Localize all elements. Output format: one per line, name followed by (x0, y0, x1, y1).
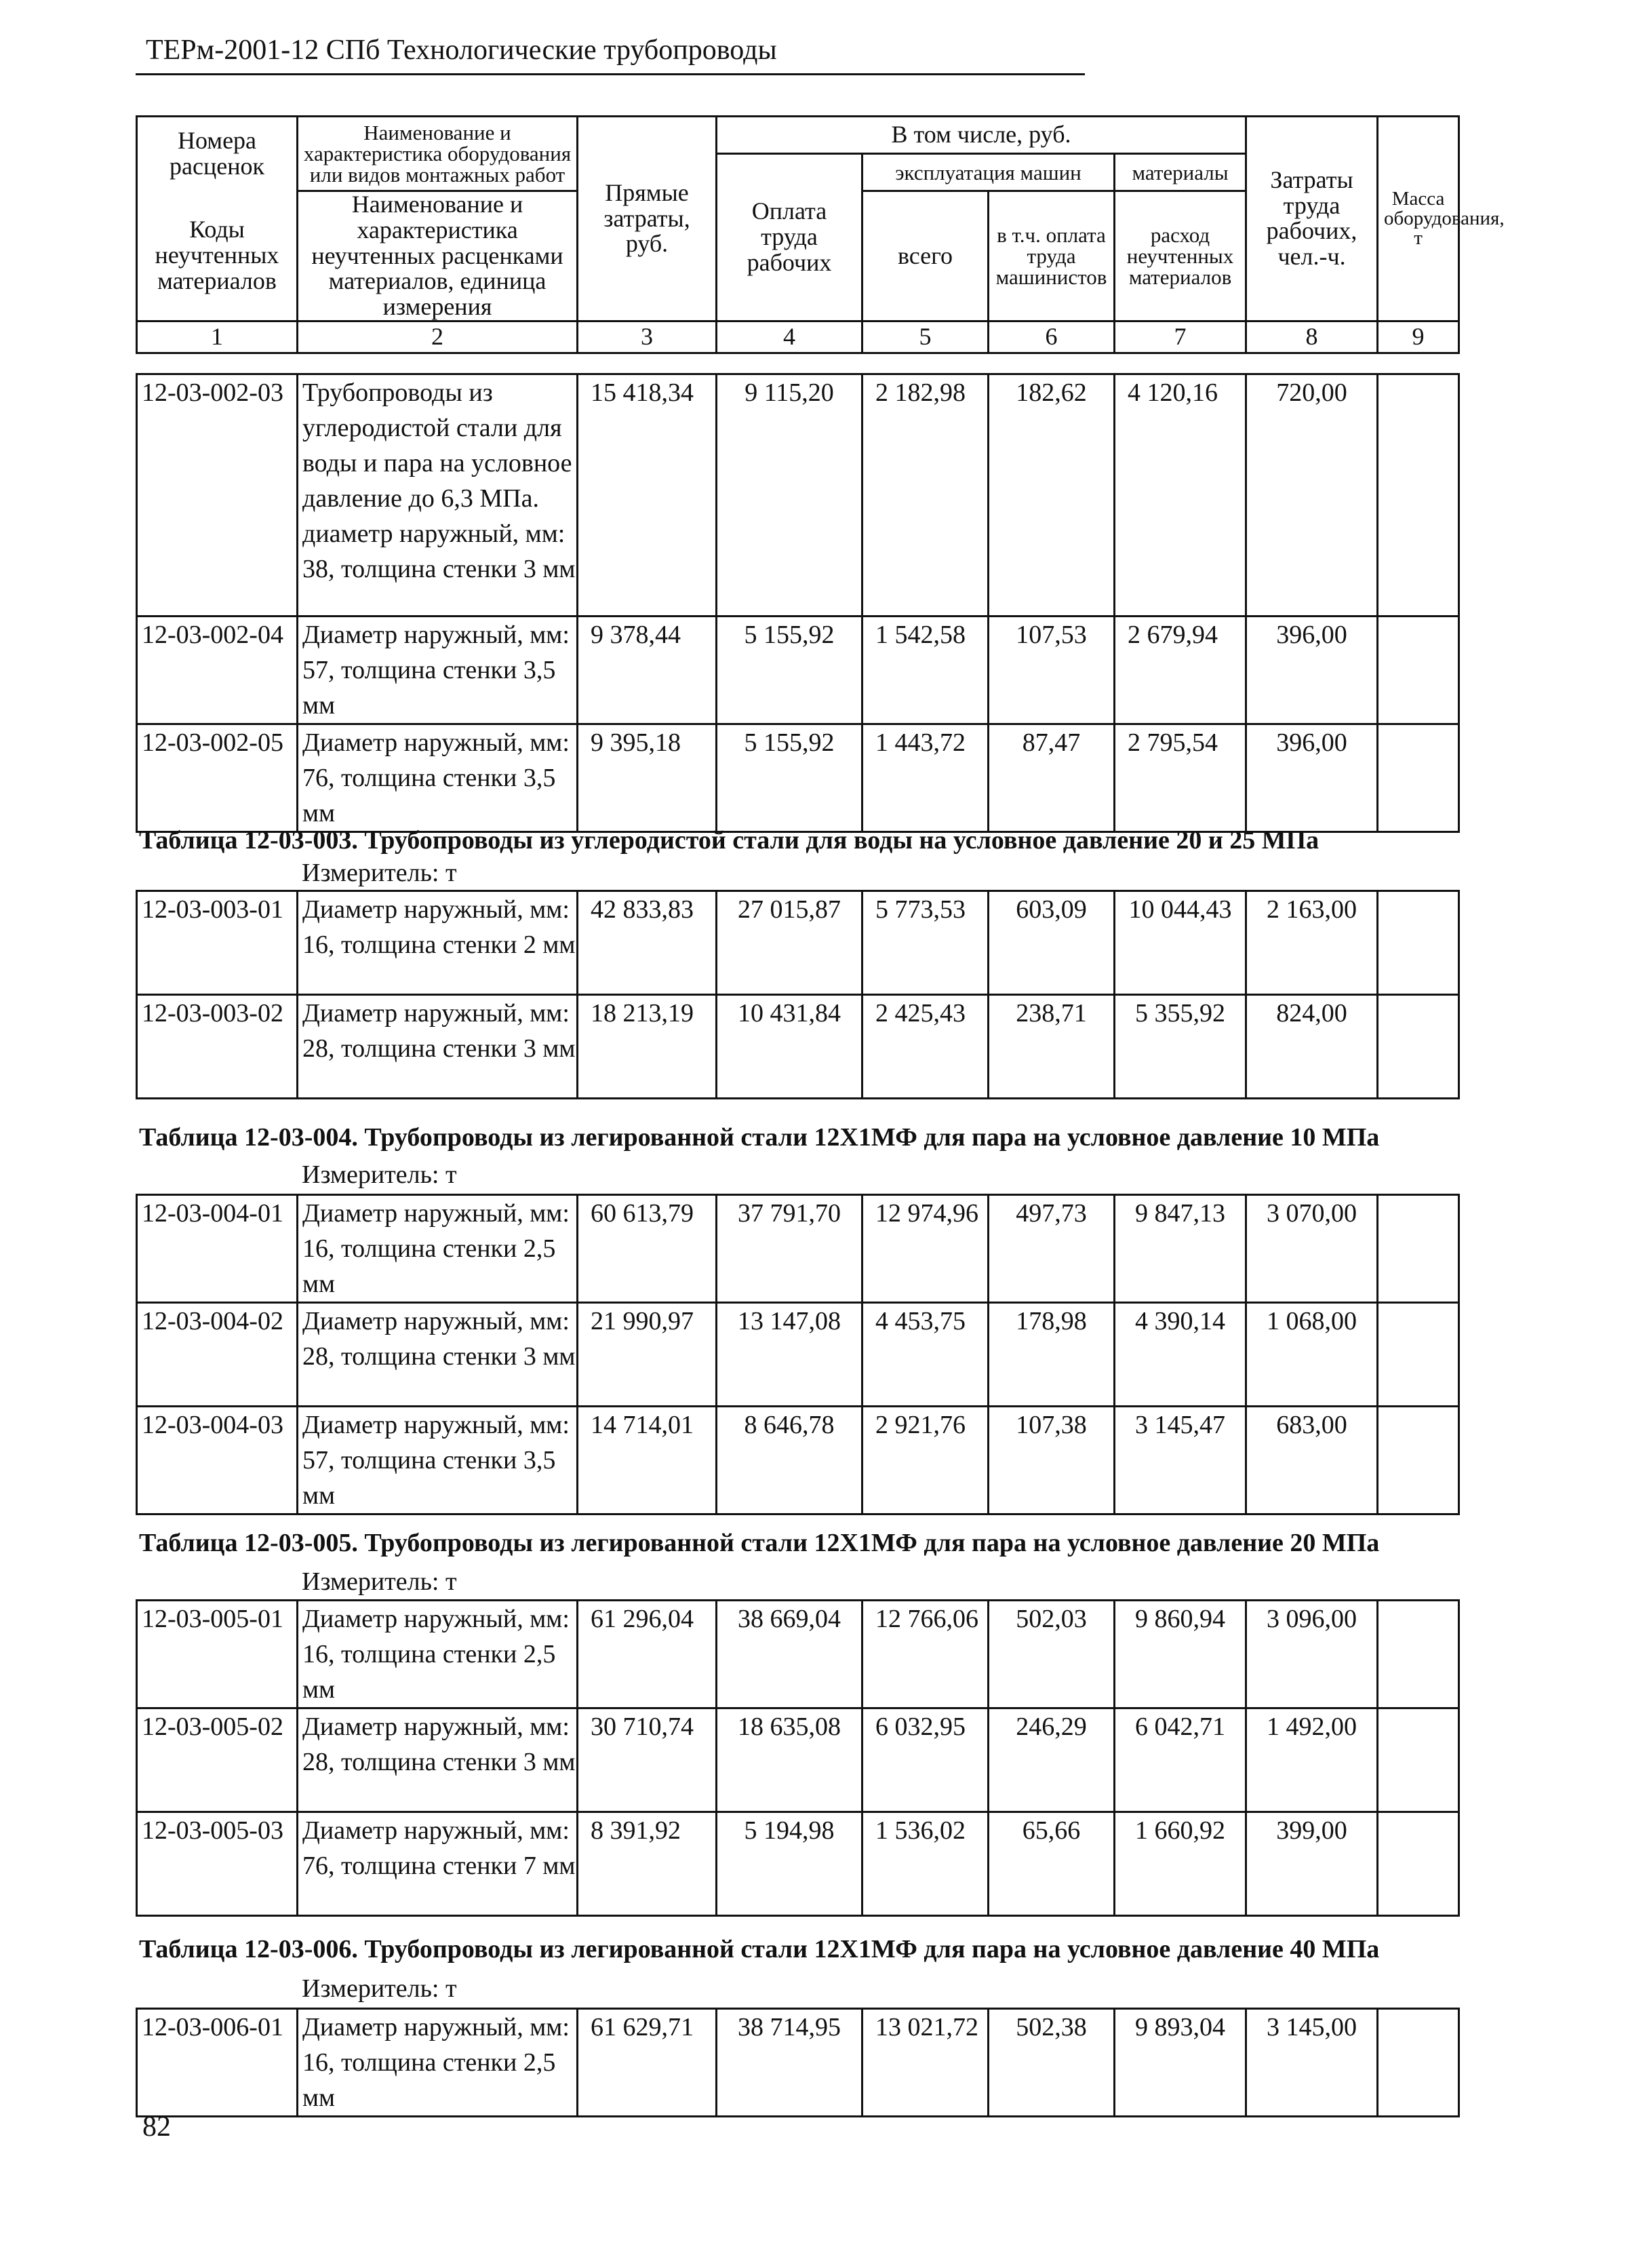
table-row (137, 995, 1459, 1099)
worker-pay: 37 791,70 (717, 1195, 862, 1303)
header-rule (136, 73, 1085, 75)
col-header-unaccounted-codes: Коды неучтенных материалов (137, 191, 298, 321)
rate-code: 12-03-003-02 (137, 995, 298, 1099)
equipment-mass (1378, 617, 1459, 724)
materials-cost: 2 679,94 (1115, 617, 1246, 724)
labor-hours: 3 145,00 (1246, 2009, 1378, 2117)
table-row (137, 1303, 1459, 1407)
materials-cost: 2 795,54 (1115, 724, 1246, 832)
worker-pay: 5 155,92 (717, 724, 862, 832)
labor-hours: 1 068,00 (1246, 1303, 1378, 1407)
col-number-7: 7 (1115, 321, 1246, 353)
labor-hours: 720,00 (1246, 374, 1378, 617)
materials-cost: 1 660,92 (1115, 1812, 1246, 1916)
rate-code: 12-03-004-01 (137, 1195, 298, 1303)
worker-pay: 10 431,84 (717, 995, 862, 1099)
operator-pay: 246,29 (989, 1708, 1115, 1812)
col-header-labor-hours: Затраты труда рабочих, чел.-ч. (1246, 117, 1378, 321)
col-header-machines-total: всего (862, 191, 989, 321)
col-header-unaccounted-materials: Наименование и характеристика неучтенных расценками материалов, единица измерения (298, 191, 578, 321)
operator-pay: 87,47 (989, 724, 1115, 832)
operator-pay: 238,71 (989, 995, 1115, 1099)
labor-hours: 683,00 (1246, 1407, 1378, 1514)
col-header-operator-pay: в т.ч. оплата труда машинистов (989, 191, 1115, 321)
work-name: Диаметр наружный, мм: 28, толщина стенки 3 мм (298, 1303, 578, 1407)
table-row (137, 1195, 1459, 1303)
rates-table-005 (136, 1599, 1460, 1917)
table-unit-005: Измеритель: т (302, 1567, 457, 1596)
rate-code: 12-03-002-04 (137, 617, 298, 724)
equipment-mass (1378, 1195, 1459, 1303)
direct-costs: 60 613,79 (578, 1195, 717, 1303)
work-name: Диаметр наружный, мм: 16, толщина стенки 2,5 мм (298, 1601, 578, 1708)
equipment-mass (1378, 1708, 1459, 1812)
rate-code: 12-03-004-03 (137, 1407, 298, 1514)
worker-pay: 9 115,20 (717, 374, 862, 617)
labor-hours: 396,00 (1246, 617, 1378, 724)
machines-total: 2 182,98 (862, 374, 989, 617)
work-name: Диаметр наружный, мм: 76, толщина стенки 7 мм (298, 1812, 578, 1916)
table-row (137, 1601, 1459, 1708)
machines-total: 5 773,53 (862, 891, 989, 995)
labor-hours: 399,00 (1246, 1812, 1378, 1916)
col-header-rate-numbers: Номера расценок (137, 117, 298, 191)
col-number-6: 6 (989, 321, 1115, 353)
operator-pay: 603,09 (989, 891, 1115, 995)
worker-pay: 27 015,87 (717, 891, 862, 995)
operator-pay: 182,62 (989, 374, 1115, 617)
col-header-direct-costs: Прямые затраты, руб. (578, 117, 717, 321)
materials-cost: 10 044,43 (1115, 891, 1246, 995)
materials-cost: 3 145,47 (1115, 1407, 1246, 1514)
equipment-mass (1378, 1407, 1459, 1514)
rates-table-004 (136, 1194, 1460, 1515)
worker-pay: 13 147,08 (717, 1303, 862, 1407)
materials-cost: 6 042,71 (1115, 1708, 1246, 1812)
work-name: Диаметр наружный, мм: 76, толщина стенки 3,5 мм (298, 724, 578, 832)
rate-code: 12-03-005-03 (137, 1812, 298, 1916)
direct-costs: 8 391,92 (578, 1812, 717, 1916)
machines-total: 13 021,72 (862, 2009, 989, 2117)
rates-table-002 (136, 373, 1460, 833)
col-header-worker-pay: Оплата труда рабочих (717, 154, 862, 321)
operator-pay: 107,53 (989, 617, 1115, 724)
col-number-8: 8 (1246, 321, 1378, 353)
col-header-materials: материалы (1115, 154, 1246, 191)
direct-costs: 61 296,04 (578, 1601, 717, 1708)
page-header-title: ТЕРм-2001-12 СПб Технологические трубопроводы (146, 35, 777, 66)
work-name: Диаметр наружный, мм: 28, толщина стенки 3 мм (298, 995, 578, 1099)
table-caption-004: Таблица 12-03-004. Трубопроводы из легированной стали 12Х1МФ для пара на условное давление 10 МПа (139, 1123, 1380, 1152)
table-unit-003: Измеритель: т (302, 859, 457, 887)
table-row (137, 374, 1459, 617)
direct-costs: 30 710,74 (578, 1708, 717, 1812)
rate-code: 12-03-006-01 (137, 2009, 298, 2117)
machines-total: 2 921,76 (862, 1407, 989, 1514)
work-name: Диаметр наружный, мм: 16, толщина стенки 2 мм (298, 891, 578, 995)
machines-total: 1 536,02 (862, 1812, 989, 1916)
materials-cost: 5 355,92 (1115, 995, 1246, 1099)
labor-hours: 2 163,00 (1246, 891, 1378, 995)
equipment-mass (1378, 2009, 1459, 2117)
operator-pay: 107,38 (989, 1407, 1115, 1514)
worker-pay: 38 669,04 (717, 1601, 862, 1708)
direct-costs: 42 833,83 (578, 891, 717, 995)
labor-hours: 396,00 (1246, 724, 1378, 832)
equipment-mass (1378, 724, 1459, 832)
equipment-mass (1378, 374, 1459, 617)
table-caption-005: Таблица 12-03-005. Трубопроводы из легированной стали 12Х1МФ для пара на условное давление 20 МПа (139, 1529, 1380, 1557)
table-row (137, 1812, 1459, 1916)
direct-costs: 14 714,01 (578, 1407, 717, 1514)
direct-costs: 61 629,71 (578, 2009, 717, 2117)
table-caption-003: Таблица 12-03-003. Трубопроводы из углеродистой стали для воды на условное давление 20 и 25 МПа (139, 826, 1319, 855)
table-unit-004: Измеритель: т (302, 1160, 457, 1189)
materials-cost: 9 847,13 (1115, 1195, 1246, 1303)
machines-total: 12 974,96 (862, 1195, 989, 1303)
labor-hours: 3 096,00 (1246, 1601, 1378, 1708)
col-header-equipment-mass: Масса оборудования, т (1378, 117, 1459, 321)
col-header-unaccounted-consumption: расход неучтенных материалов (1115, 191, 1246, 321)
materials-cost: 9 893,04 (1115, 2009, 1246, 2117)
rate-code: 12-03-002-05 (137, 724, 298, 832)
table-row (137, 891, 1459, 995)
work-name: Диаметр наружный, мм: 16, толщина стенки 2,5 мм (298, 2009, 578, 2117)
rate-code: 12-03-002-03 (137, 374, 298, 617)
worker-pay: 18 635,08 (717, 1708, 862, 1812)
rates-table-006 (136, 2008, 1460, 2117)
materials-cost: 4 390,14 (1115, 1303, 1246, 1407)
machines-total: 4 453,75 (862, 1303, 989, 1407)
equipment-mass (1378, 995, 1459, 1099)
table-row (137, 724, 1459, 832)
labor-hours: 1 492,00 (1246, 1708, 1378, 1812)
direct-costs: 21 990,97 (578, 1303, 717, 1407)
worker-pay: 5 194,98 (717, 1812, 862, 1916)
operator-pay: 497,73 (989, 1195, 1115, 1303)
rate-code: 12-03-003-01 (137, 891, 298, 995)
col-header-work-name: Наименование и характеристика оборудования или видов монтажных работ (298, 117, 578, 191)
table-caption-006: Таблица 12-03-006. Трубопроводы из легированной стали 12Х1МФ для пара на условное давление 40 МПа (139, 1935, 1380, 1963)
work-name: Диаметр наружный, мм: 57, толщина стенки 3,5 мм (298, 617, 578, 724)
materials-cost: 9 860,94 (1115, 1601, 1246, 1708)
work-name: Диаметр наружный, мм: 16, толщина стенки 2,5 мм (298, 1195, 578, 1303)
equipment-mass (1378, 1601, 1459, 1708)
worker-pay: 8 646,78 (717, 1407, 862, 1514)
worker-pay: 38 714,95 (717, 2009, 862, 2117)
col-number-1: 1 (137, 321, 298, 353)
table-row (137, 2009, 1459, 2117)
direct-costs: 9 378,44 (578, 617, 717, 724)
machines-total: 1 542,58 (862, 617, 989, 724)
col-number-4: 4 (717, 321, 862, 353)
rate-code: 12-03-005-02 (137, 1708, 298, 1812)
column-header-table (136, 115, 1505, 354)
equipment-mass (1378, 1303, 1459, 1407)
col-number-3: 3 (578, 321, 717, 353)
col-number-5: 5 (862, 321, 989, 353)
operator-pay: 178,98 (989, 1303, 1115, 1407)
materials-cost: 4 120,16 (1115, 374, 1246, 617)
machines-total: 2 425,43 (862, 995, 989, 1099)
labor-hours: 3 070,00 (1246, 1195, 1378, 1303)
rate-code: 12-03-005-01 (137, 1601, 298, 1708)
operator-pay: 65,66 (989, 1812, 1115, 1916)
table-unit-006: Измеритель: т (302, 1974, 457, 2003)
col-header-including: В том числе, руб. (717, 117, 1246, 154)
direct-costs: 18 213,19 (578, 995, 717, 1099)
operator-pay: 502,03 (989, 1601, 1115, 1708)
machines-total: 6 032,95 (862, 1708, 989, 1812)
work-name: Диаметр наружный, мм: 57, толщина стенки 3,5 мм (298, 1407, 578, 1514)
work-name: Диаметр наружный, мм: 28, толщина стенки 3 мм (298, 1708, 578, 1812)
table-row (137, 617, 1459, 724)
direct-costs: 9 395,18 (578, 724, 717, 832)
col-number-2: 2 (298, 321, 578, 353)
worker-pay: 5 155,92 (717, 617, 862, 724)
rate-code: 12-03-004-02 (137, 1303, 298, 1407)
machines-total: 12 766,06 (862, 1601, 989, 1708)
operator-pay: 502,38 (989, 2009, 1115, 2117)
equipment-mass (1378, 891, 1459, 995)
table-row (137, 1407, 1459, 1514)
page-number: 82 (142, 2111, 171, 2143)
labor-hours: 824,00 (1246, 995, 1378, 1099)
machines-total: 1 443,72 (862, 724, 989, 832)
equipment-mass (1378, 1812, 1459, 1916)
work-name: Трубопроводы из углеродистой стали для воды и пара на условное давление до 6,3 МПа. диаметр наружный, мм: 38, толщина стенки 3 мм (298, 374, 578, 617)
rates-table-003 (136, 890, 1460, 1099)
direct-costs: 15 418,34 (578, 374, 717, 617)
col-header-machine-operation: эксплуатация машин (862, 154, 1115, 191)
col-number-9: 9 (1378, 321, 1459, 353)
table-row (137, 1708, 1459, 1812)
